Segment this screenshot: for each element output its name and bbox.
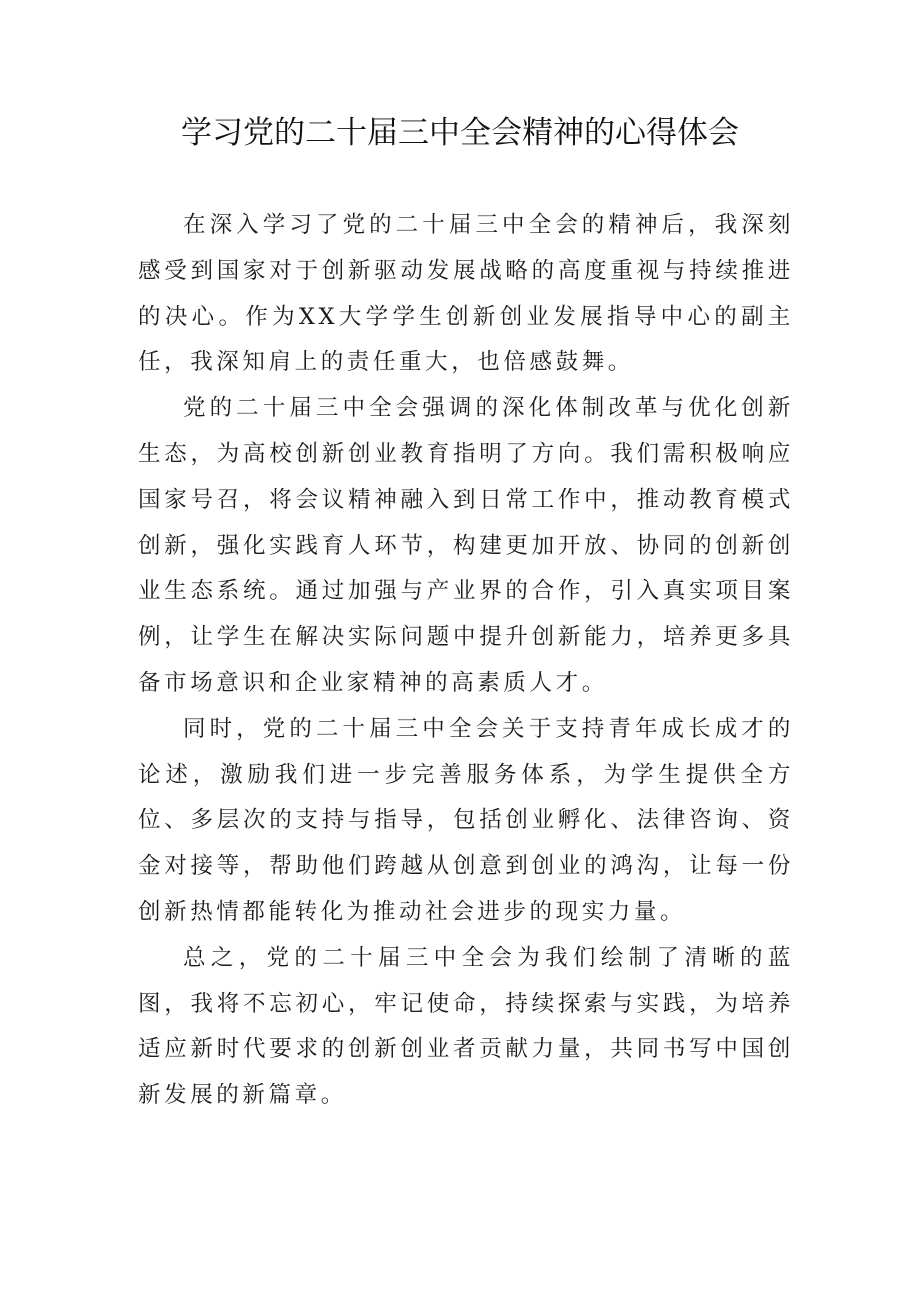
- document-body: [138, 203, 794, 1119]
- document-title: 学习党的二十届三中全会精神的心得体会: [181, 115, 739, 151]
- paragraph-2: 党的二十届三中全会强调的深化体制改革与优化创新生态，为高校创新创业教育指明了方向。我们需积极响应国家号召，将会议精神融入到日常工作中，推动教育模式创新，强化实践育人环节，构建更加开放、协同的创新创业生态系统。通过加强与产业界的合作，引入真实项目案例，让学生在解决实际问题中提升创新能力，培养更多具备市场意识和企业家精神的高素质人才。: [138, 395, 794, 696]
- paragraph-3: 同时，党的二十届三中全会关于支持青年成长成才的论述，激励我们进一步完善服务体系，为学生提供全方位、多层次的支持与指导，包括创业孵化、法律咨询、资金对接等，帮助他们跨越从创意到创业的鸿沟，让每一份创新热情都能转化为推动社会进步的现实力量。: [138, 715, 794, 925]
- paragraph-1: 在深入学习了党的二十届三中全会的精神后，我深刻感受到国家对于创新驱动发展战略的高度重视与持续推进的决心。作为XX大学学生创新创业发展指导中心的副主任，我深知肩上的责任重大，也倍感鼓舞。: [138, 212, 794, 376]
- paragraph-4: 总之，党的二十届三中全会为我们绘制了清晰的蓝图，我将不忘初心，牢记使命，持续探索与实践，为培养适应新时代要求的创新创业者贡献力量，共同书写中国创新发展的新篇章。: [138, 944, 794, 1109]
